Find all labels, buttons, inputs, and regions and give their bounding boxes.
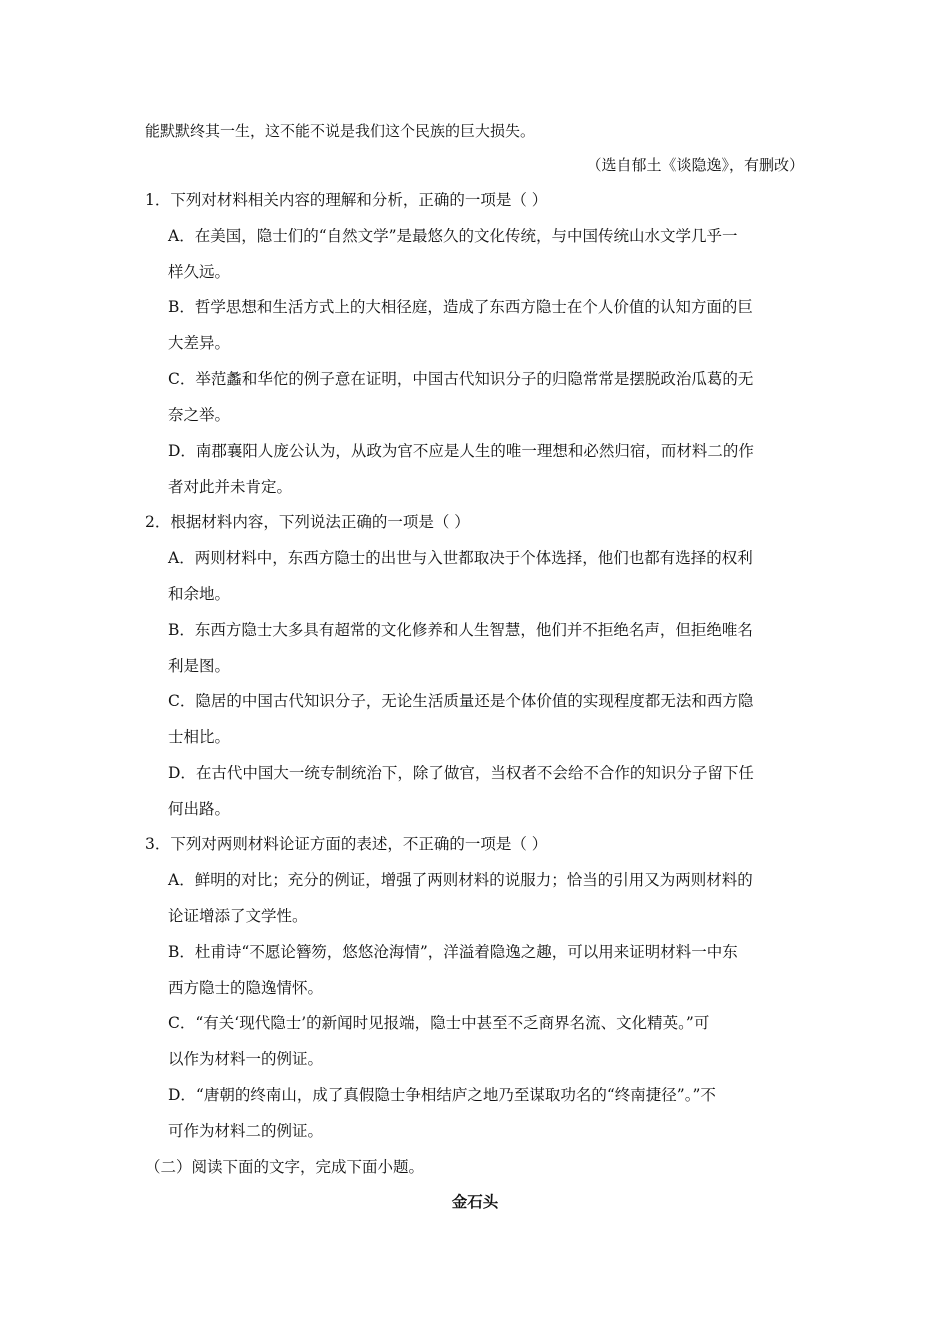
question-2-option-a-cont: 和余地。: [168, 585, 231, 603]
question-3-stem: 3．下列对两则材料论证方面的表述，不正确的一项是（ ）: [145, 835, 548, 853]
question-1-option-c-cont: 奈之举。: [168, 406, 231, 424]
question-1-option-b: B．哲学思想和生活方式上的大相径庭，造成了东西方隐士在个人价值的认知方面的巨: [168, 298, 753, 316]
question-1-option-d-cont: 者对此并未肯定。: [168, 478, 293, 496]
section-heading: （二）阅读下面的文字，完成下面小题。: [145, 1158, 425, 1176]
question-3-option-b: B．杜甫诗“不愿论簪笏，悠悠沧海情”，洋溢着隐逸之趣，可以用来证明材料一中东: [168, 943, 738, 961]
question-3-option-d-cont: 可作为材料二的例证。: [168, 1122, 324, 1140]
question-1-option-a: A．在美国，隐士们的“自然文学”是最悠久的文化传统，与中国传统山水文学几乎一: [168, 227, 738, 245]
question-2-option-c-cont: 士相比。: [168, 728, 231, 746]
question-2-stem: 2．根据材料内容，下列说法正确的一项是（ ）: [145, 513, 470, 531]
story-title: 金石头: [451, 1192, 499, 1211]
source-citation: （选自郁土《谈隐逸》，有删改）: [586, 156, 804, 174]
question-2-option-d-cont: 何出路。: [168, 800, 231, 818]
question-3-option-c: C．“有关‘现代隐士’的新闻时见报端，隐士中甚至不乏商界名流、文化精英。”可: [168, 1014, 710, 1032]
question-3-option-a: A．鲜明的对比；充分的例证，增强了两则材料的说服力；恰当的引用又为两则材料的: [168, 871, 753, 889]
intro-paragraph-end: 能默默终其一生，这不能不说是我们这个民族的巨大损失。: [145, 122, 536, 140]
question-2-option-c: C．隐居的中国古代知识分子，无论生活质量还是个体价值的实现程度都无法和西方隐: [168, 692, 754, 710]
question-1-option-c: C．举范蠡和华佗的例子意在证明，中国古代知识分子的归隐常常是摆脱政治瓜葛的无: [168, 370, 754, 388]
question-1-option-b-cont: 大差异。: [168, 334, 231, 352]
question-3-option-b-cont: 西方隐士的隐逸情怀。: [168, 979, 324, 997]
question-1-stem: 1．下列对材料相关内容的理解和分析，正确的一项是（ ）: [145, 191, 548, 209]
question-3-option-a-cont: 论证增添了文学性。: [168, 907, 308, 925]
question-1-option-a-cont: 样久远。: [168, 263, 231, 281]
question-2-option-b-cont: 利是图。: [168, 657, 231, 675]
question-1-option-d: D．南郡襄阳人庞公认为，从政为官不应是人生的唯一理想和必然归宿，而材料二的作: [168, 442, 754, 460]
question-3-option-c-cont: 以作为材料一的例证。: [168, 1050, 324, 1068]
question-2-option-a: A．两则材料中，东西方隐士的出世与入世都取决于个体选择，他们也都有选择的权利: [168, 549, 753, 567]
question-2-option-b: B．东西方隐士大多具有超常的文化修养和人生智慧，他们并不拒绝名声，但拒绝唯名: [168, 621, 753, 639]
question-2-option-d: D．在古代中国大一统专制统治下，除了做官，当权者不会给不合作的知识分子留下任: [168, 764, 754, 782]
question-3-option-d: D．“唐朝的终南山，成了真假隐士争相结庐之地乃至谋取功名的“终南捷径”。”不: [168, 1086, 716, 1104]
